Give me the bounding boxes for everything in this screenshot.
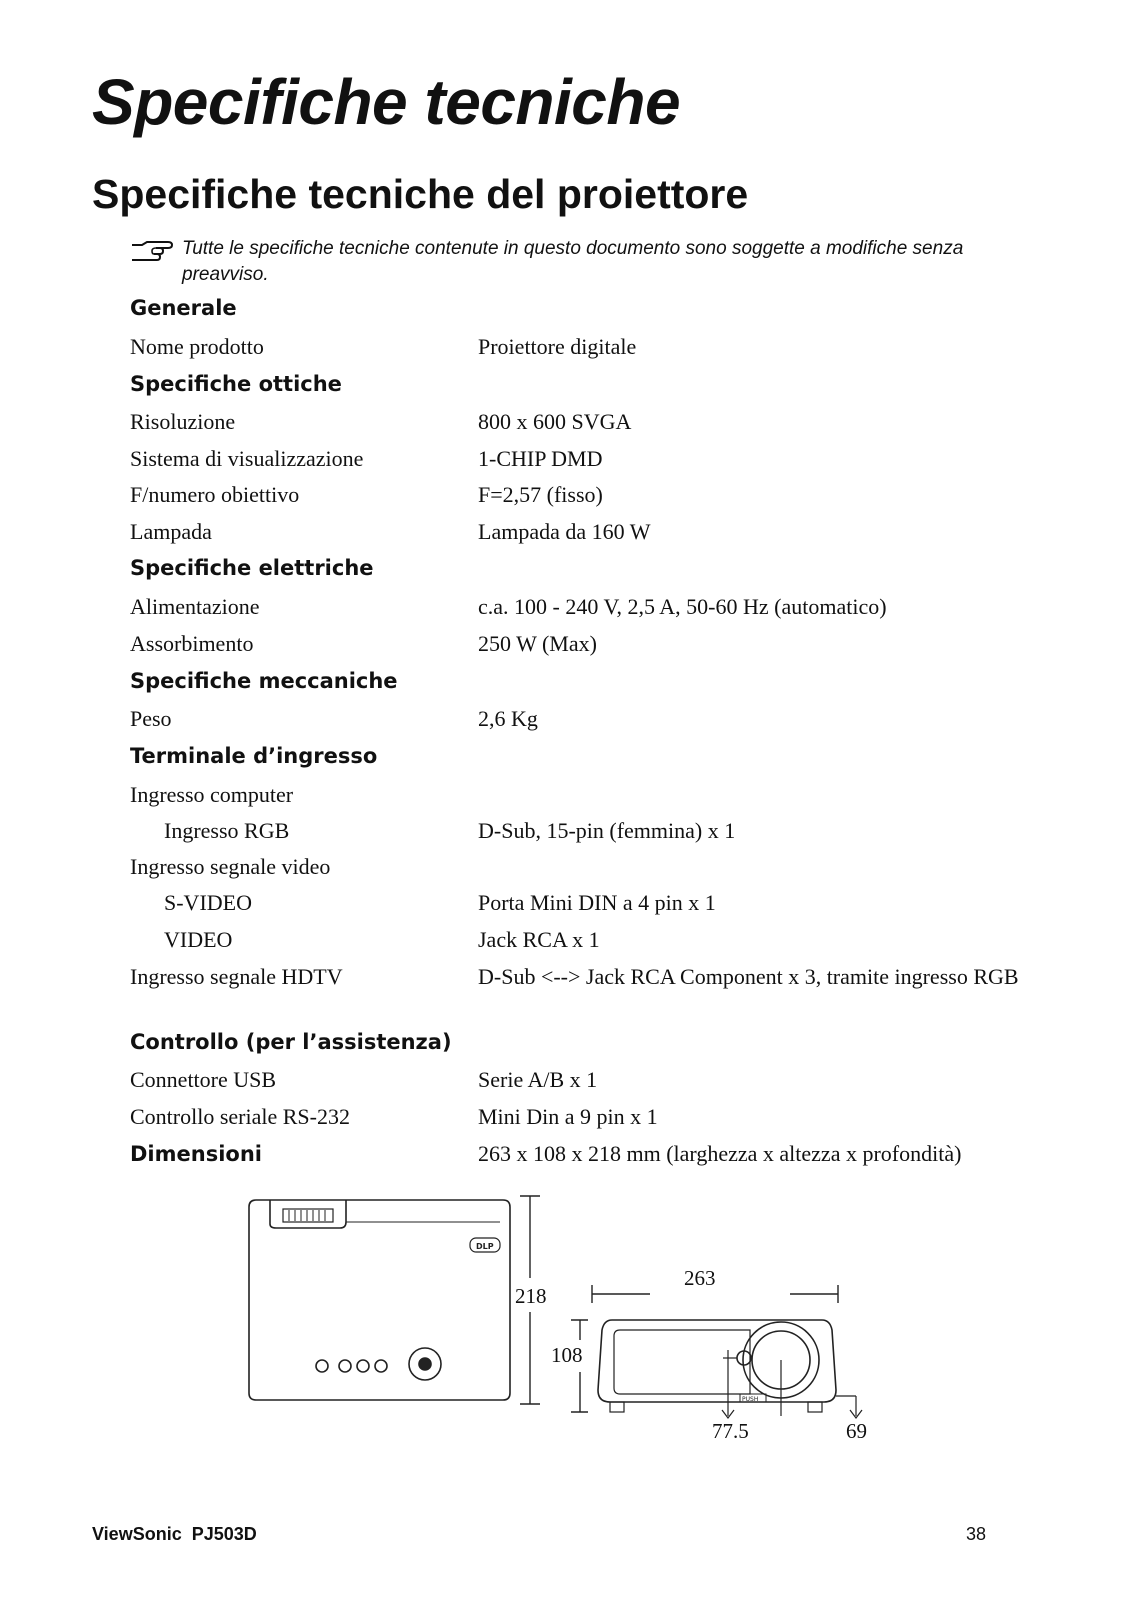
spec-value: 2,6 Kg: [478, 706, 538, 731]
page-number: 38: [966, 1524, 987, 1544]
spec-label: Assorbimento: [130, 631, 254, 656]
section-heading-generale: Generale: [130, 296, 237, 320]
spec-label: Sistema di visualizzazione: [130, 446, 364, 471]
spec-label: F/numero obiettivo: [130, 482, 300, 507]
push-label: PUSH: [742, 1396, 759, 1403]
dlp-logo: DLP: [476, 1242, 494, 1251]
spec-value: D-Sub <--> Jack RCA Component x 3, tramite ingresso RGB: [478, 964, 1019, 989]
projector-front-view: [598, 1320, 862, 1418]
spec-label: Peso: [130, 706, 172, 731]
spec-label: Risoluzione: [130, 409, 236, 434]
section-heading-ottiche: Specifiche ottiche: [130, 372, 342, 396]
spec-label: Lampada: [130, 519, 212, 544]
dimension-depth: 218: [515, 1284, 547, 1308]
spec-label: S-VIDEO: [164, 890, 252, 915]
spec-label: Ingresso segnale video: [130, 854, 331, 879]
spec-label: Controllo seriale RS-232: [130, 1104, 350, 1129]
spec-value: 250 W (Max): [478, 631, 597, 656]
spec-value: Lampada da 160 W: [478, 519, 651, 544]
spec-value: Serie A/B x 1: [478, 1067, 598, 1092]
footer-brand: ViewSonic PJ503D: [92, 1524, 257, 1544]
spec-value: c.a. 100 - 240 V, 2,5 A, 50-60 Hz (automatico): [478, 594, 887, 619]
section-heading-meccaniche: Specifiche meccaniche: [130, 669, 398, 693]
dimension-height: 108: [551, 1343, 583, 1367]
spec-value: 263 x 108 x 218 mm (larghezza x altezza x profondità): [478, 1141, 962, 1166]
spec-label: Ingresso segnale HDTV: [130, 964, 343, 989]
spec-value: D-Sub, 15-pin (femmina) x 1: [478, 818, 736, 843]
dimension-lens-offset: 77.5: [712, 1419, 749, 1443]
section-heading-elettriche: Specifiche elettriche: [130, 556, 374, 580]
spec-value: Mini Din a 9 pin x 1: [478, 1104, 658, 1129]
spec-label: VIDEO: [164, 927, 233, 952]
spec-value: 1-CHIP DMD: [478, 446, 603, 471]
spec-value: Jack RCA x 1: [478, 927, 600, 952]
dimension-width: 263: [684, 1266, 716, 1290]
spec-label: Ingresso computer: [130, 782, 294, 807]
note-text: Tutte le specifiche tecniche contenute in questo documento sono soggette a modifiche senza preavviso.: [182, 238, 964, 285]
projector-top-view: [249, 1200, 510, 1400]
dimension-foot-offset: 69: [846, 1419, 867, 1443]
section-heading-dimensioni: Dimensioni: [130, 1142, 262, 1166]
section-title: Specifiche tecniche del proiettore: [92, 171, 749, 217]
spec-label: Alimentazione: [130, 594, 260, 619]
spec-value: F=2,57 (fisso): [478, 482, 603, 507]
spec-value: Porta Mini DIN a 4 pin x 1: [478, 890, 716, 915]
section-heading-terminale: Terminale d’ingresso: [130, 744, 378, 768]
spec-value: 800 x 600 SVGA: [478, 409, 632, 434]
spec-label: Connettore USB: [130, 1067, 277, 1092]
page-title: Specifiche tecniche: [92, 66, 681, 138]
spec-label: Nome prodotto: [130, 334, 264, 359]
spec-value: Proiettore digitale: [478, 334, 637, 359]
spec-label: Ingresso RGB: [164, 818, 290, 843]
section-heading-controllo: Controllo (per l’assistenza): [130, 1030, 452, 1054]
